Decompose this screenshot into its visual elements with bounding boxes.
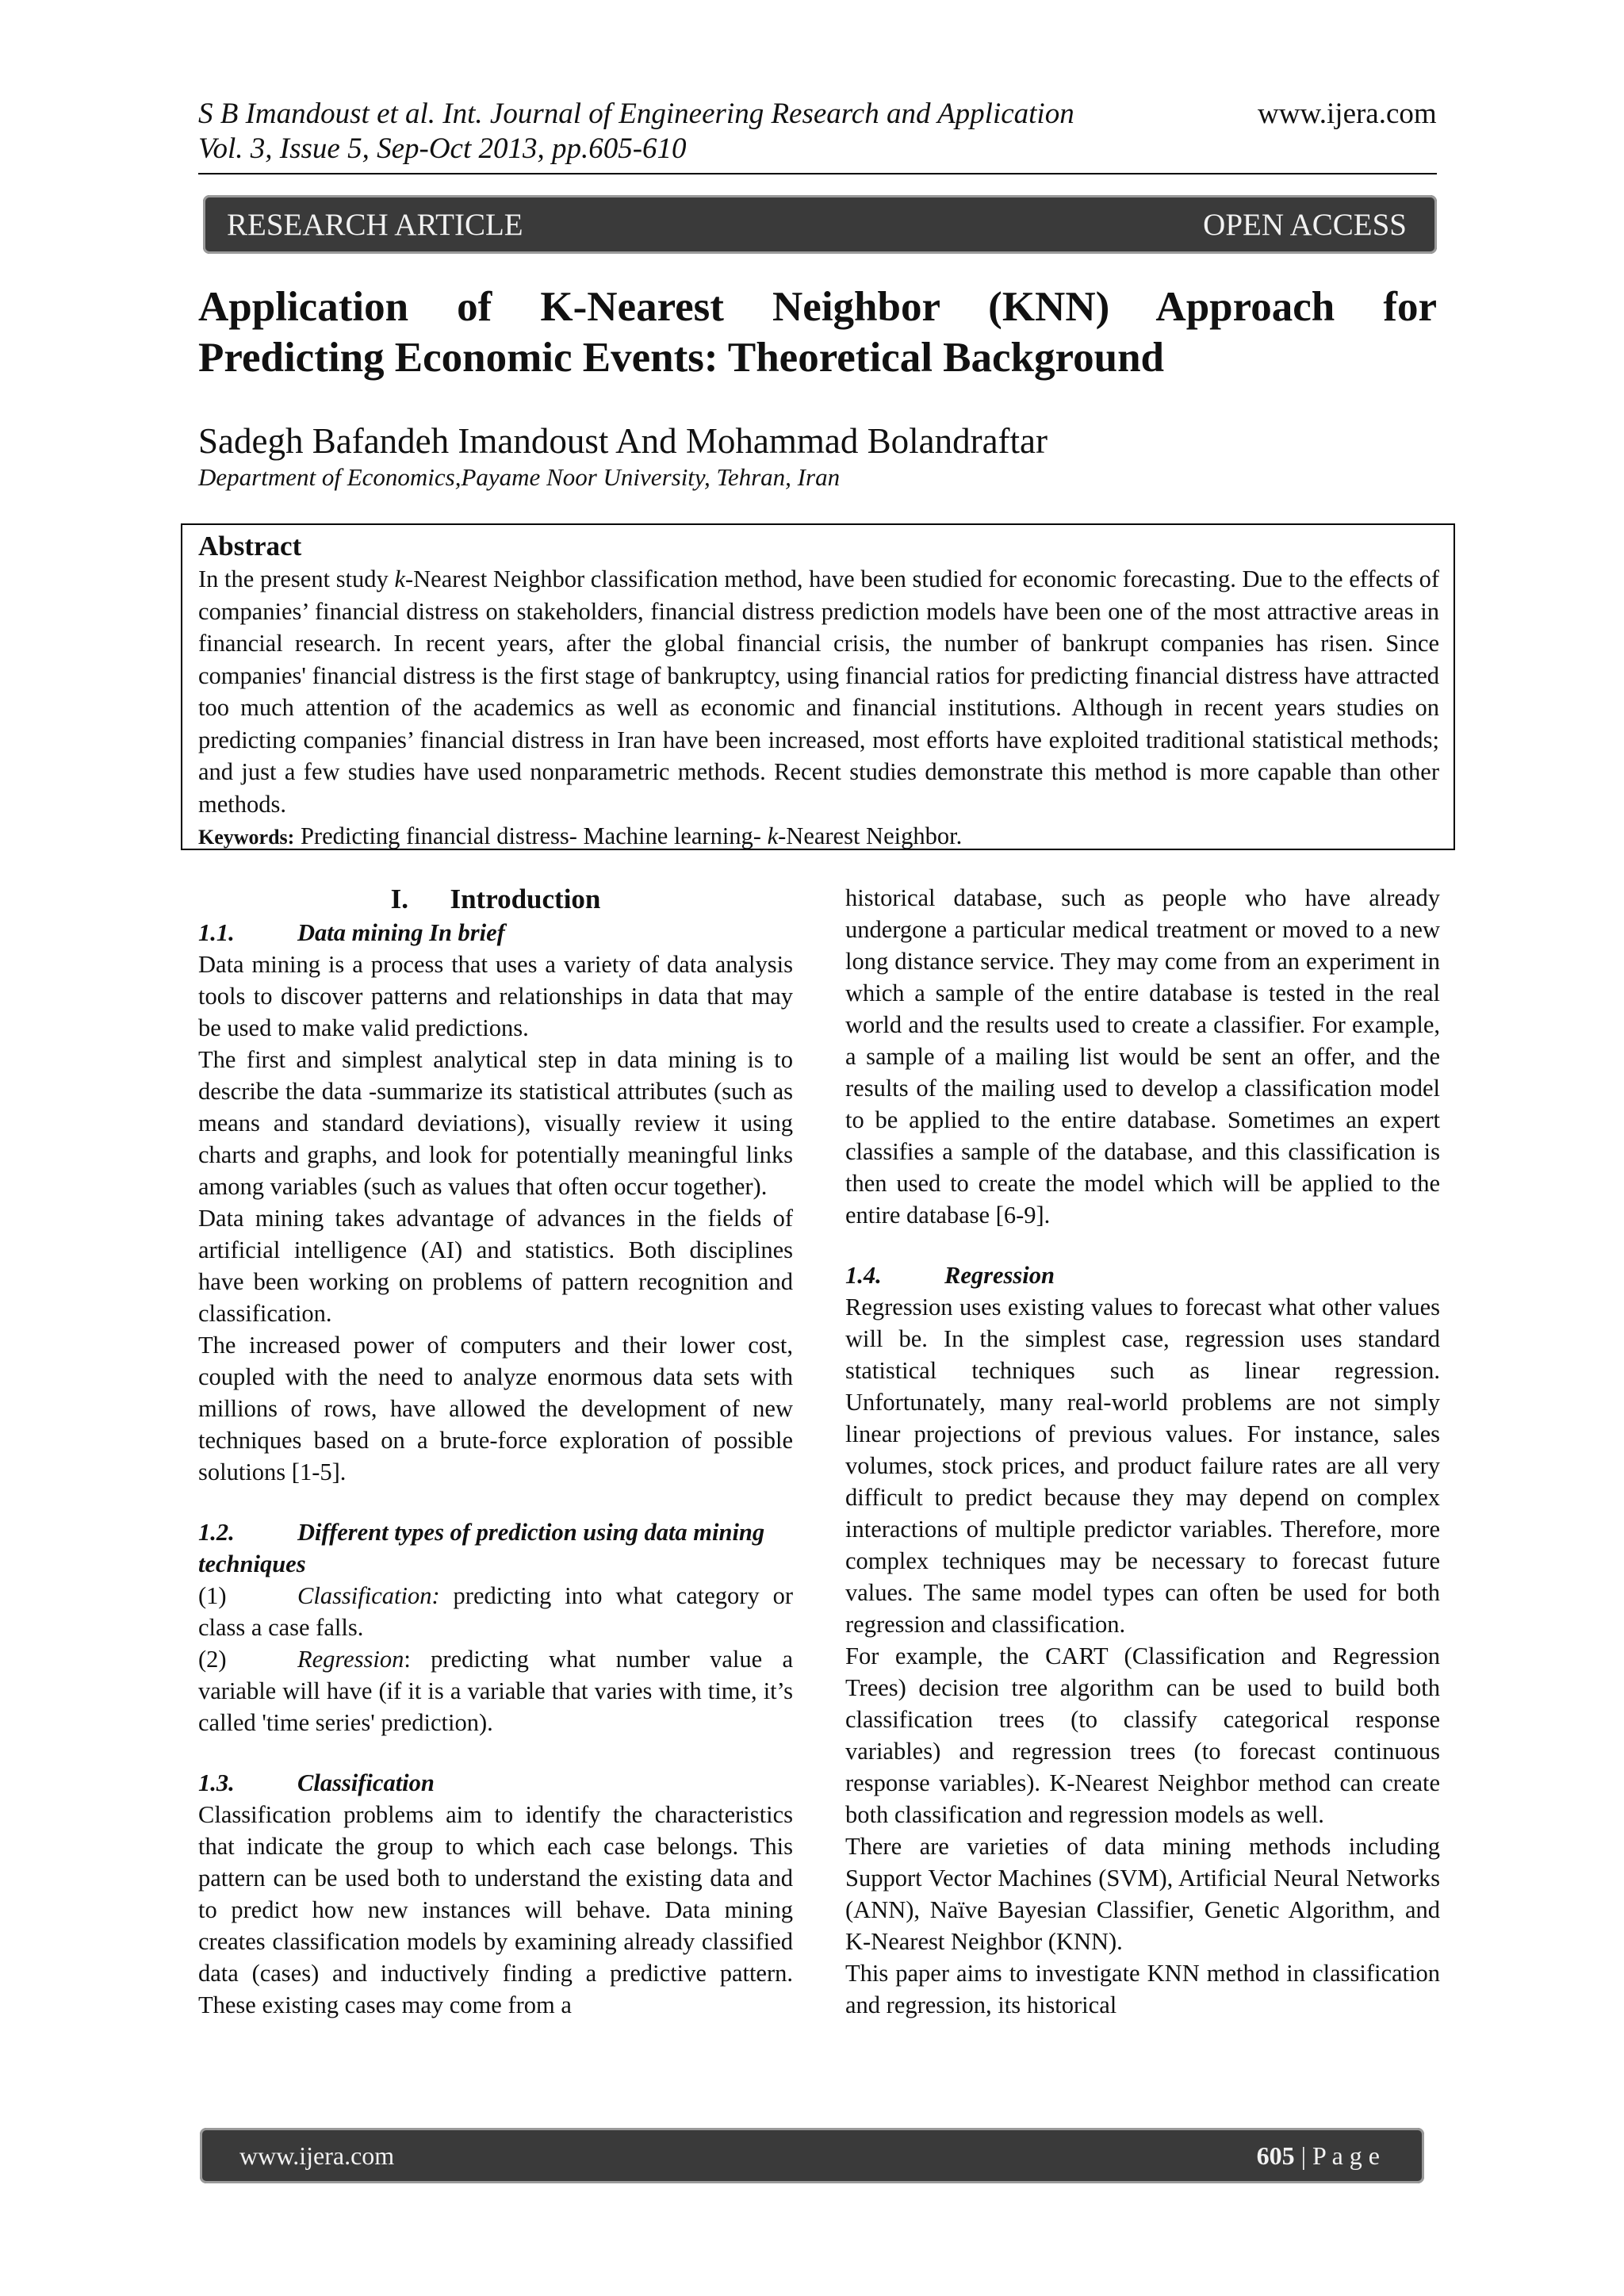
list-item-term: Regression — [297, 1646, 404, 1673]
subsection-title: Classification — [297, 1769, 435, 1796]
journal-citation-line1: S B Imandoust et al. Int. Journal of Engineering Research and Application — [198, 98, 1074, 130]
list-item — [198, 1643, 793, 1738]
paragraph: historical database, such as people who have already undergone a particular medical treatment or moved to a new long distance service. They may come from an experiment in which a sample of the entire database is tested in the real world and the results used to create a classifier. For example, a sample of a mailing list would be sent an offer, and the results of the mailing used to develop a classification model to be applied to the entire database. Sometimes an expert classifies a sample of the database, and this classification is then used to create the model which will be applied to the entire database [6-9]. — [845, 884, 1440, 1228]
journal-citation-line2: Vol. 3, Issue 5, Sep-Oct 2013, pp.605-610 — [198, 132, 687, 165]
subsection-title: Different types of prediction using data mining techniques — [198, 1519, 765, 1577]
keywords-k: k — [767, 822, 779, 849]
keywords-label: Keywords: — [198, 826, 295, 849]
subsection-1-3-heading — [198, 1767, 793, 1799]
keywords — [198, 820, 1439, 854]
paragraph: Data mining is a process that uses a variety of data analysis tools to discover patterns and relationships in data that may be used to make valid predictions. — [198, 951, 793, 1041]
subsection-title: Regression — [944, 1262, 1055, 1289]
subsection-number: 1.1. — [198, 919, 235, 946]
paper-title-line1: Application of K-Nearest Neighbor (KNN) Approach for — [198, 284, 1437, 330]
list-item-number: (2) — [198, 1646, 227, 1673]
paragraph: This paper aims to investigate KNN method in classification and regression, its historical — [845, 1960, 1440, 2018]
header-rule — [198, 173, 1437, 174]
paragraph: For example, the CART (Classification and Regression Trees) decision tree algorithm can be used to build both classification trees (to classify categorical response variables) and regression trees (to forecast continuous response variables). K-Nearest Neighbor method can create both classification and regression models as well. — [845, 1642, 1440, 1828]
abstract-lead: In the present study — [198, 565, 395, 592]
list-item-term: Classification: — [297, 1582, 440, 1609]
paper-title-line2: Predicting Economic Events: Theoretical Background — [198, 335, 1165, 381]
abstract-heading: Abstract — [198, 531, 302, 562]
paragraph: Regression uses existing values to forecast what other values will be. In the simplest case, regression uses standard statistical techniques such as linear regression. Unfortunately, many real-world problems are not simply linear projections of previous values. For instance, sales volumes, stock prices, and product failure rates are all very difficult to predict because they may depend on complex interactions of multiple predictor variables. Therefore, more complex techniques may be necessary to forecast future values. The same model types can often be used for both regression and classification. — [845, 1294, 1440, 1638]
left-column — [198, 882, 793, 2021]
keywords-text: Predicting financial distress- Machine learning- — [294, 822, 768, 849]
right-column — [845, 882, 1440, 2021]
list-item — [198, 1580, 793, 1643]
list-item-text: : predicting what number value a variable will have (if it is a variable that varies with time, it’s called 'time series' prediction). — [198, 1646, 793, 1736]
abstract-box — [181, 523, 1455, 850]
page-label: | P a g e — [1294, 2141, 1380, 2170]
journal-website[interactable]: www.ijera.com — [1258, 98, 1437, 130]
paragraph: Data mining takes advantage of advances in the fields of artificial intelligence (AI) and statistics. Both disciplines have been working on problems of pattern recognition and classification. — [198, 1205, 793, 1327]
paper-title — [198, 282, 1437, 383]
abstract-body: -Nearest Neighbor classification method, have been studied for economic forecasting. Due to the effects of companies’ financial distress on stakeholders, financial distress prediction models have been one of the most attractive areas in financial research. In recent years, after the global financial crisis, the number of bankrupt companies has risen. Since companies' financial distress is the first stage of bankruptcy, using financial ratios for predicting financial distress have attracted too much attention of the academics as well as economic and financial institutions. Although in recent years studies on predicting companies’ financial distress in Iran have been increased, most efforts have exploited traditional statistical methods; and just a few studies have used nonparametric methods. Recent studies demonstrate this method is more capable than other methods. — [198, 565, 1439, 818]
open-access-label: OPEN ACCESS — [1203, 207, 1407, 242]
authors: Sadegh Bafandeh Imandoust And Mohammad Bolandraftar — [198, 421, 1048, 461]
affiliation: Department of Economics,Payame Noor University, Tehran, Iran — [198, 463, 841, 491]
research-article-label: RESEARCH ARTICLE — [227, 207, 523, 242]
paragraph: There are varieties of data mining methods including Support Vector Machines (SVM), Artificial Neural Networks (ANN), Naïve Bayesian Classifier, Genetic Algorithm, and K-Nearest Neighbor (KNN). — [845, 1833, 1440, 1955]
paragraph: Classification problems aim to identify the characteristics that indicate the group to which each case belongs. This pattern can be used both to understand the existing data and to predict how new instances will behave. Data mining creates classification models by examining already classified data (cases) and inductively finding a predictive pattern. These existing cases may come from a — [198, 1801, 793, 2018]
subsection-1-4-heading — [845, 1259, 1440, 1291]
abstract-text — [198, 563, 1439, 820]
subsection-number: 1.4. — [845, 1262, 882, 1289]
section-title-introduction: I. Introduction — [390, 884, 601, 914]
list-item-text: predicting into what category or class a case falls. — [198, 1582, 793, 1641]
page-number — [1257, 2141, 1380, 2171]
page-footer — [200, 2128, 1424, 2183]
paragraph: The increased power of computers and their lower cost, coupled with the need to analyze enormous data sets with millions of rows, have allowed the development of new techniques based on a brute-force exploration of possible solutions [1-5]. — [198, 1332, 793, 1485]
subsection-1-1-heading — [198, 917, 793, 949]
footer-website[interactable]: www.ijera.com — [239, 2141, 395, 2170]
article-type-banner — [203, 195, 1437, 254]
subsection-1-2-heading — [198, 1516, 793, 1580]
keywords-tail: -Nearest Neighbor. — [778, 822, 963, 849]
paragraph: The first and simplest analytical step in data mining is to describe the data -summarize its statistical attributes (such as means and standard deviations), visually review it using charts and graphs, and look for potentially meaningful links among variables (such as values that often occur together). — [198, 1046, 793, 1200]
page-number-value: 605 — [1256, 2141, 1295, 2170]
abstract-k: k — [394, 565, 405, 592]
subsection-number: 1.3. — [198, 1769, 235, 1796]
subsection-number: 1.2. — [198, 1519, 235, 1546]
subsection-title: Data mining In brief — [297, 919, 505, 946]
list-item-number: (1) — [198, 1582, 227, 1609]
